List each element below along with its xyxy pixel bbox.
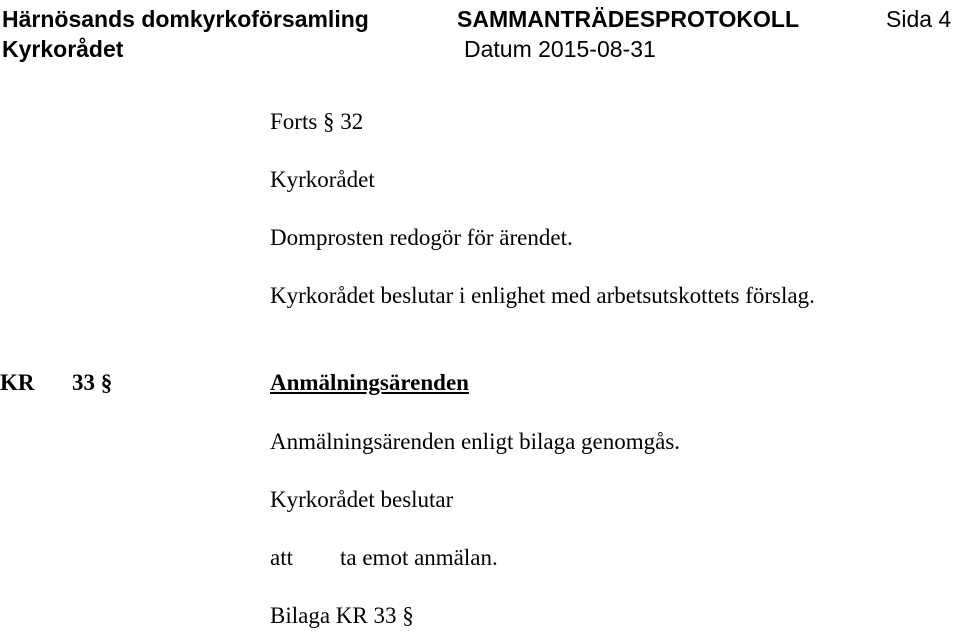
continued-label: Forts [270,109,318,134]
continued-heading [270,110,363,133]
body-name: Kyrkorådet [2,36,124,62]
section-title: Anmälningsärenden [270,370,469,395]
decision-label: Kyrkorådet beslutar [270,487,454,512]
section-statement: Anmälningsärenden enligt bilaga genomgås. [270,429,681,454]
continued-statement: Domprosten redogör för ärendet. [270,225,573,250]
attachment-label: Bilaga KR 33 [270,603,397,628]
paragraph-sign: § [100,370,113,395]
decision-text: ta emot anmälan. [340,545,498,570]
att-word: att [270,545,293,570]
paragraph-sign: § [402,603,414,628]
paragraph-sign: § [323,109,335,134]
section-number: 32 [340,109,364,134]
attachment-reference [270,604,414,627]
organization-name: Härnösands domkyrkoförsamling [2,6,369,32]
section-number-group [72,371,112,394]
section-prefix: KR [0,370,35,395]
page-number: Sida 4 [886,6,952,32]
continued-decision: Kyrkorådet beslutar i enlighet med arbetsutskottets förslag. [270,283,815,308]
continued-body-label: Kyrkorådet [270,167,375,192]
section-number: 33 [72,370,95,395]
meeting-date: Datum 2015-08-31 [464,36,656,62]
document-type: SAMMANTRÄDESPROTOKOLL [457,6,800,32]
